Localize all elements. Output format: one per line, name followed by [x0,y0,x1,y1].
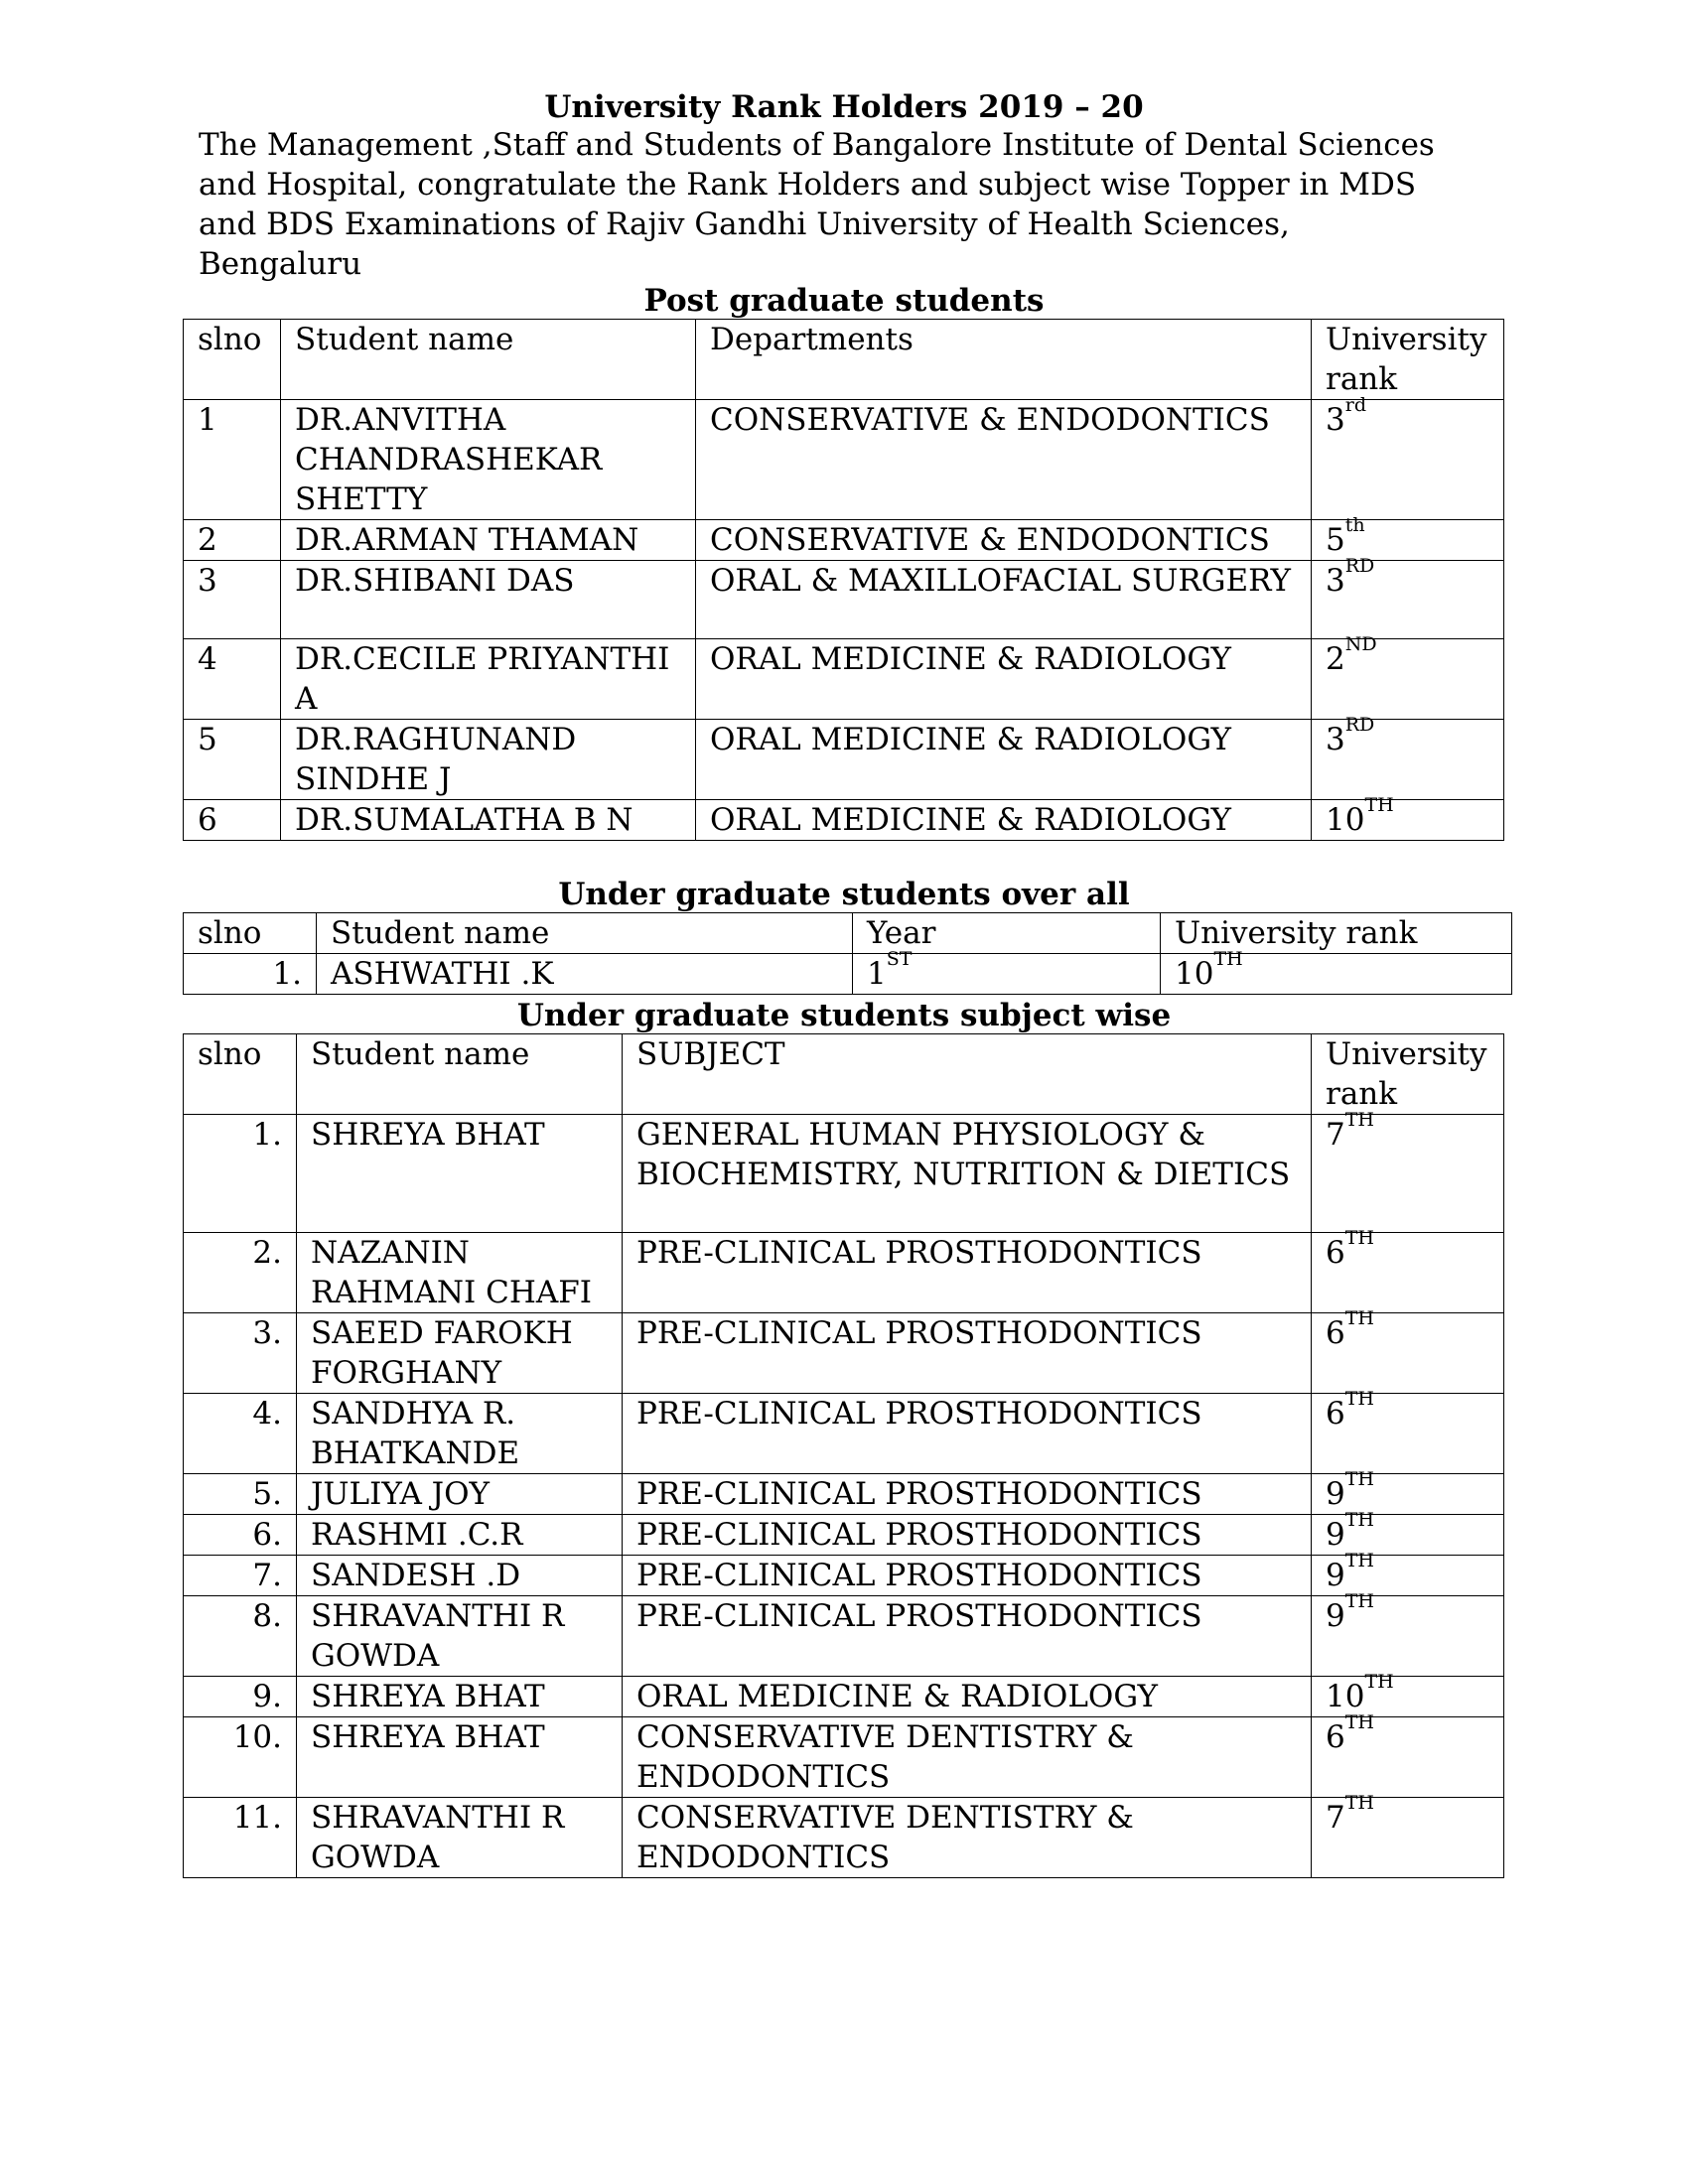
rank-cell [1312,1590,1504,1677]
table-row [184,400,1504,520]
rank-cell [1312,1550,1504,1596]
rank-suffix: th [1344,514,1365,536]
slno-cell: 11. [184,1798,297,1878]
department-cell: ORAL & MAXILLOFACIAL SURGERY [696,561,1312,639]
header-cell: Student name [317,913,853,954]
subject-cell: PRE-CLINICAL PROSTHODONTICS [623,1313,1312,1394]
table-header-row [184,320,1504,400]
student-name-cell: DR.SHIBANI DAS [281,561,696,639]
intro-line: Bengaluru [199,246,362,282]
student-name-cell: SHREYA BHAT [297,1717,623,1798]
slno-cell: 5 [184,720,281,800]
header-cell: University rank [1161,913,1512,954]
rank-suffix: TH [1344,1509,1374,1531]
table-row [184,1798,1504,1878]
ug-overall-table [183,912,1512,995]
table-header-row [184,913,1512,954]
slno-cell: 4. [184,1394,297,1474]
rank-suffix: TH [1344,1792,1374,1814]
table-row [184,720,1504,800]
rank-cell [1312,1307,1504,1394]
rank-cell [1312,714,1504,800]
header-cell: SUBJECT [623,1034,1312,1115]
table-row [184,1394,1504,1474]
rank-suffix: TH [1344,1227,1374,1249]
rank-cell [1312,1388,1504,1474]
table-row [184,954,1512,995]
subject-cell: PRE-CLINICAL PROSTHODONTICS [623,1233,1312,1313]
table-row [184,1556,1504,1596]
rank-number: 6 [1326,1315,1345,1351]
department-cell: ORAL MEDICINE & RADIOLOGY [696,639,1312,720]
rank-number: 10 [1326,1679,1365,1714]
student-name-cell: NAZANIN RAHMANI CHAFI [297,1233,623,1313]
table-row [184,1115,1504,1233]
header-cell: Student name [297,1034,623,1115]
pg-caption: Post graduate students [643,283,1045,319]
intro-line: and Hospital, congratulate the Rank Holders and subject wise Topper in MDS [199,167,1417,203]
student-name-cell: JULIYA JOY [297,1474,623,1515]
rank-number: 9 [1326,1558,1345,1593]
rank-cell [1312,1711,1504,1798]
rank-cell [1312,514,1504,561]
pg-table [183,319,1504,841]
slno-cell: 5. [184,1474,297,1515]
subject-cell: CONSERVATIVE DENTISTRY & ENDODONTICS [623,1798,1312,1878]
slno-cell: 3 [184,561,281,639]
subject-cell: CONSERVATIVE DENTISTRY & ENDODONTICS [623,1717,1312,1798]
header-cell: University rank [1312,1034,1504,1115]
rank-cell [1312,633,1504,720]
slno-cell: 1. [184,1115,297,1233]
department-cell: ORAL MEDICINE & RADIOLOGY [696,720,1312,800]
student-name-cell: SANDHYA R. BHATKANDE [297,1394,623,1474]
department-cell: ORAL MEDICINE & RADIOLOGY [696,800,1312,841]
rank-number: 6 [1326,1719,1345,1755]
rank-number: 9 [1326,1517,1345,1553]
rank-cell [1161,948,1512,995]
rank-number: 9 [1326,1476,1345,1512]
rank-suffix: TH [1344,1468,1374,1490]
student-name-cell: SANDESH .D [297,1556,623,1596]
header-cell: slno [184,1034,297,1115]
slno-cell: 3. [184,1313,297,1394]
rank-number: 3 [1326,563,1345,599]
slno-cell: 2. [184,1233,297,1313]
table-row [184,1515,1504,1556]
header-cell: Student name [281,320,696,400]
rank-number: 3 [1326,722,1345,757]
student-name-cell: RASHMI .C.R [297,1515,623,1556]
slno-cell: 10. [184,1717,297,1798]
rank-suffix: TH [1364,794,1394,816]
department-cell: CONSERVATIVE & ENDODONTICS [696,400,1312,520]
rank-suffix: rd [1344,394,1366,416]
student-name-cell: ASHWATHI .K [317,954,853,995]
slno-cell: 4 [184,639,281,720]
subject-cell: GENERAL HUMAN PHYSIOLOGY & BIOCHEMISTRY, NUTRITION & DIETICS [623,1115,1312,1233]
slno-cell: 1. [184,954,317,995]
student-name-cell: DR.ARMAN THAMAN [281,520,696,561]
rank-suffix: TH [1344,1590,1374,1612]
student-name-cell: DR.RAGHUNAND SINDHE J [281,720,696,800]
rank-number: 5 [1326,522,1345,558]
header-cell: Year [853,913,1161,954]
table-row [184,1474,1504,1515]
table-row [184,520,1504,561]
rank-suffix: TH [1344,1550,1374,1571]
slno-cell: 9. [184,1677,297,1717]
rank-cell [1312,1227,1504,1313]
student-name-cell: SHRAVANTHI R GOWDA [297,1596,623,1677]
table-row [184,800,1504,841]
table-header-row [184,1034,1504,1115]
slno-cell: 2 [184,520,281,561]
rank-cell [1312,794,1504,841]
rank-number: 7 [1326,1800,1345,1836]
rank-number: 1 [867,956,887,992]
table-row [184,1596,1504,1677]
rank-suffix: TH [1344,1711,1374,1733]
subject-cell: PRE-CLINICAL PROSTHODONTICS [623,1515,1312,1556]
rank-cell [1312,1792,1504,1878]
header-cell: slno [184,320,281,400]
slno-cell: 6 [184,800,281,841]
rank-suffix: ND [1344,633,1377,655]
subject-cell: PRE-CLINICAL PROSTHODONTICS [623,1474,1312,1515]
rank-number: 3 [1326,402,1345,438]
rank-suffix: RD [1344,714,1375,736]
intro-paragraph [199,125,1509,284]
rank-number: 2 [1326,641,1345,677]
ug-subject-table [183,1033,1504,1878]
rank-suffix: TH [1344,1388,1374,1410]
intro-line: The Management ,Staff and Students of Bangalore Institute of Dental Sciences [199,127,1435,163]
student-name-cell: DR.SUMALATHA B N [281,800,696,841]
department-cell: CONSERVATIVE & ENDODONTICS [696,520,1312,561]
rank-suffix: TH [1344,1109,1374,1131]
rank-cell [1312,555,1504,639]
slno-cell: 7. [184,1556,297,1596]
rank-cell [1312,1509,1504,1556]
table-row [184,1677,1504,1717]
subject-cell: PRE-CLINICAL PROSTHODONTICS [623,1394,1312,1474]
ug-overall-caption: Under graduate students over all [558,877,1130,912]
rank-suffix: TH [1344,1307,1374,1329]
rank-cell [1312,1468,1504,1515]
header-cell: slno [184,913,317,954]
slno-cell: 8. [184,1596,297,1677]
ug-subject-caption: Under graduate students subject wise [516,998,1172,1033]
student-name-cell: SAEED FAROKH FORGHANY [297,1313,623,1394]
table-row [184,1233,1504,1313]
rank-number: 6 [1326,1396,1345,1432]
rank-cell [1312,394,1504,520]
student-name-cell: SHREYA BHAT [297,1115,623,1233]
rank-number: 10 [1326,802,1365,838]
rank-number: 10 [1175,956,1214,992]
rank-cell [1312,1671,1504,1717]
document-title: University Rank Holders 2019 – 20 [544,89,1144,125]
subject-cell: PRE-CLINICAL PROSTHODONTICS [623,1556,1312,1596]
table-row [184,639,1504,720]
rank-suffix: TH [1213,948,1243,970]
rank-cell [853,948,1161,995]
rank-suffix: TH [1364,1671,1394,1693]
rank-suffix: RD [1344,555,1375,577]
student-name-cell: DR.CECILE PRIYANTHI A [281,639,696,720]
subject-cell: ORAL MEDICINE & RADIOLOGY [623,1677,1312,1717]
rank-number: 6 [1326,1235,1345,1271]
rank-number: 7 [1326,1117,1345,1153]
student-name-cell: SHREYA BHAT [297,1677,623,1717]
subject-cell: PRE-CLINICAL PROSTHODONTICS [623,1596,1312,1677]
intro-line: and BDS Examinations of Rajiv Gandhi University of Health Sciences, [199,206,1290,242]
table-row [184,561,1504,639]
header-cell: Departments [696,320,1312,400]
student-name-cell: DR.ANVITHA CHANDRASHEKAR SHETTY [281,400,696,520]
student-name-cell: SHRAVANTHI R GOWDA [297,1798,623,1878]
table-row [184,1313,1504,1394]
rank-suffix: ST [886,948,913,970]
slno-cell: 1 [184,400,281,520]
rank-number: 9 [1326,1598,1345,1634]
slno-cell: 6. [184,1515,297,1556]
header-cell: University rank [1312,320,1504,400]
table-row [184,1717,1504,1798]
rank-cell [1312,1109,1504,1233]
